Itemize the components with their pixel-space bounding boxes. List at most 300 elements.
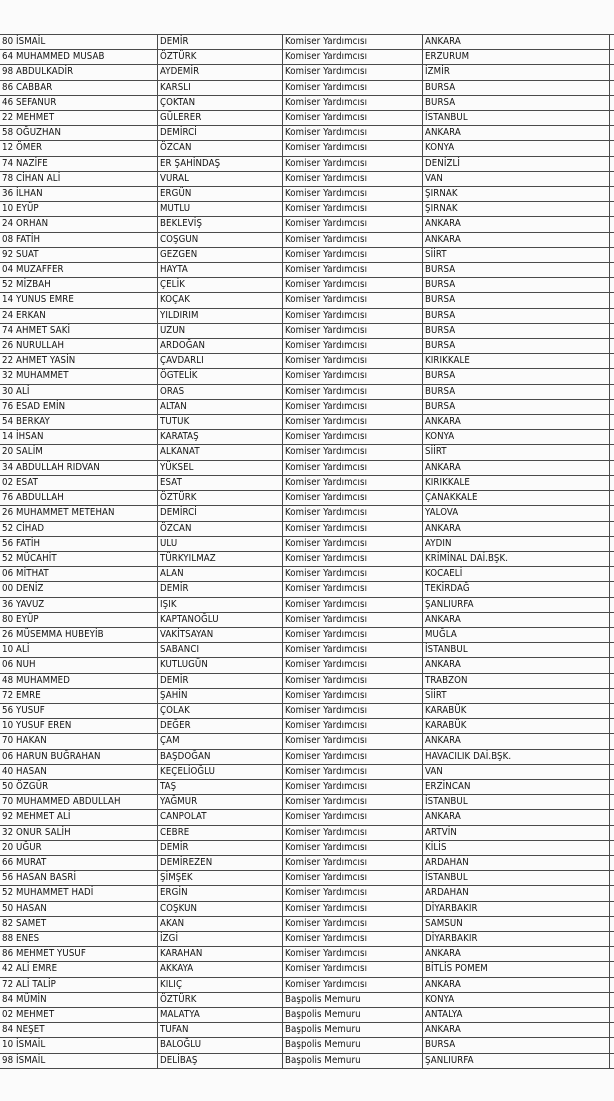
location-cell: MUĞLA — [423, 627, 610, 642]
empty-cell — [610, 779, 614, 794]
surname-cell: DELİBAŞ — [158, 1053, 283, 1068]
rank-cell: Komiser Yardımcısı — [283, 247, 423, 262]
name-cell: 80 İSMAİL — [0, 35, 158, 50]
name-cell: 04 MUZAFFER — [0, 263, 158, 278]
table-row — [0, 627, 614, 642]
location-cell: ŞIRNAK — [423, 202, 610, 217]
surname-cell: DEMİRCİ — [158, 506, 283, 521]
rank-cell: Komiser Yardımcısı — [283, 263, 423, 278]
empty-cell — [610, 354, 614, 369]
rank-cell: Komiser Yardımcısı — [283, 80, 423, 95]
location-cell: HAVACILIK DAİ.BŞK. — [423, 749, 610, 764]
table-row — [0, 749, 614, 764]
location-cell: ŞANLIURFA — [423, 597, 610, 612]
name-cell: 26 MÜSEMMA HUBEYİB — [0, 627, 158, 642]
table-row — [0, 825, 614, 840]
rank-cell: Komiser Yardımcısı — [283, 491, 423, 506]
surname-cell: ALAN — [158, 567, 283, 582]
surname-cell: ÇAVDARLI — [158, 354, 283, 369]
location-cell: DİYARBAKIR — [423, 931, 610, 946]
empty-cell — [610, 962, 614, 977]
surname-cell: ÖZTÜRK — [158, 491, 283, 506]
table-row — [0, 263, 614, 278]
rank-cell: Komiser Yardımcısı — [283, 445, 423, 460]
table-row — [0, 339, 614, 354]
surname-cell: TÜRKYILMAZ — [158, 551, 283, 566]
surname-cell: ORAS — [158, 384, 283, 399]
rank-cell: Komiser Yardımcısı — [283, 567, 423, 582]
table-row — [0, 719, 614, 734]
table-row — [0, 293, 614, 308]
empty-cell — [610, 475, 614, 490]
rank-cell: Komiser Yardımcısı — [283, 384, 423, 399]
surname-cell: BALOĞLU — [158, 1038, 283, 1053]
table-row — [0, 1038, 614, 1053]
surname-cell: DEMİR — [158, 582, 283, 597]
table-row — [0, 278, 614, 293]
name-cell: 50 ÖZGÜR — [0, 779, 158, 794]
name-cell: 24 ERKAN — [0, 308, 158, 323]
empty-cell — [610, 795, 614, 810]
rank-cell: Komiser Yardımcısı — [283, 688, 423, 703]
empty-cell — [610, 50, 614, 65]
surname-cell: ER ŞAHİNDAŞ — [158, 156, 283, 171]
surname-cell: VURAL — [158, 171, 283, 186]
empty-cell — [610, 931, 614, 946]
empty-cell — [610, 536, 614, 551]
rank-cell: Komiser Yardımcısı — [283, 536, 423, 551]
location-cell: KİLİS — [423, 840, 610, 855]
surname-cell: UZUN — [158, 323, 283, 338]
name-cell: 00 DENİZ — [0, 582, 158, 597]
empty-cell — [610, 399, 614, 414]
empty-cell — [610, 719, 614, 734]
rank-cell: Komiser Yardımcısı — [283, 475, 423, 490]
table-row — [0, 460, 614, 475]
name-cell: 26 MUHAMMET METEHAN — [0, 506, 158, 521]
table-row — [0, 323, 614, 338]
table-row — [0, 1053, 614, 1068]
empty-cell — [610, 582, 614, 597]
name-cell: 64 MUHAMMED MUSAB — [0, 50, 158, 65]
table-row — [0, 840, 614, 855]
location-cell: BURSA — [423, 399, 610, 414]
location-cell: İSTANBUL — [423, 871, 610, 886]
empty-cell — [610, 551, 614, 566]
location-cell: ANKARA — [423, 1023, 610, 1038]
empty-cell — [610, 263, 614, 278]
rank-cell: Komiser Yardımcısı — [283, 141, 423, 156]
empty-cell — [610, 734, 614, 749]
table-row — [0, 65, 614, 80]
name-cell: 10 EYÜP — [0, 202, 158, 217]
empty-cell — [610, 810, 614, 825]
name-cell: 20 SALİM — [0, 445, 158, 460]
rank-cell: Komiser Yardımcısı — [283, 703, 423, 718]
table-row — [0, 369, 614, 384]
name-cell: 88 ENES — [0, 931, 158, 946]
rank-cell: Komiser Yardımcısı — [283, 187, 423, 202]
surname-cell: TUFAN — [158, 1023, 283, 1038]
rank-cell: Komiser Yardımcısı — [283, 339, 423, 354]
table-row — [0, 703, 614, 718]
location-cell: İSTANBUL — [423, 643, 610, 658]
surname-cell: BAŞDOĞAN — [158, 749, 283, 764]
table-row — [0, 247, 614, 262]
name-cell: 06 NUH — [0, 658, 158, 673]
rank-cell: Başpolis Memuru — [283, 1053, 423, 1068]
table-row — [0, 475, 614, 490]
location-cell: TRABZON — [423, 673, 610, 688]
empty-cell — [610, 445, 614, 460]
name-cell: 56 HASAN BASRİ — [0, 871, 158, 886]
rank-cell: Komiser Yardımcısı — [283, 901, 423, 916]
rank-cell: Komiser Yardımcısı — [283, 202, 423, 217]
name-cell: 76 ESAD EMİN — [0, 399, 158, 414]
surname-cell: ÖGTELİK — [158, 369, 283, 384]
location-cell: İSTANBUL — [423, 795, 610, 810]
rank-cell: Komiser Yardımcısı — [283, 35, 423, 50]
name-cell: 66 MURAT — [0, 855, 158, 870]
empty-cell — [610, 278, 614, 293]
location-cell: ANKARA — [423, 460, 610, 475]
table-row — [0, 810, 614, 825]
surname-cell: COŞKUN — [158, 901, 283, 916]
empty-cell — [610, 1008, 614, 1023]
empty-cell — [610, 415, 614, 430]
rank-cell: Komiser Yardımcısı — [283, 886, 423, 901]
location-cell: ARDAHAN — [423, 855, 610, 870]
surname-cell: ULU — [158, 536, 283, 551]
empty-cell — [610, 111, 614, 126]
surname-cell: İZGİ — [158, 931, 283, 946]
rank-cell: Komiser Yardımcısı — [283, 65, 423, 80]
name-cell: 84 MÜMİN — [0, 992, 158, 1007]
empty-cell — [610, 323, 614, 338]
name-cell: 52 CİHAD — [0, 521, 158, 536]
surname-cell: ALTAN — [158, 399, 283, 414]
empty-cell — [610, 171, 614, 186]
surname-cell: YILDIRIM — [158, 308, 283, 323]
surname-cell: ÖZTÜRK — [158, 50, 283, 65]
table-row — [0, 779, 614, 794]
location-cell: AYDIN — [423, 536, 610, 551]
table-row — [0, 521, 614, 536]
table-row — [0, 536, 614, 551]
rank-cell: Komiser Yardımcısı — [283, 354, 423, 369]
table-row — [0, 217, 614, 232]
rank-cell: Komiser Yardımcısı — [283, 855, 423, 870]
table-row — [0, 764, 614, 779]
location-cell: KRİMİNAL DAİ.BŞK. — [423, 551, 610, 566]
rank-cell: Komiser Yardımcısı — [283, 217, 423, 232]
surname-cell: DEMİR — [158, 35, 283, 50]
empty-cell — [610, 977, 614, 992]
location-cell: ERZİNCAN — [423, 779, 610, 794]
name-cell: 76 ABDULLAH — [0, 491, 158, 506]
name-cell: 92 SUAT — [0, 247, 158, 262]
table-row — [0, 445, 614, 460]
table-row — [0, 916, 614, 931]
location-cell: DENİZLİ — [423, 156, 610, 171]
location-cell: KOCAELİ — [423, 567, 610, 582]
table-row — [0, 384, 614, 399]
table-row — [0, 886, 614, 901]
rank-cell: Komiser Yardımcısı — [283, 506, 423, 521]
rank-cell: Komiser Yardımcısı — [283, 977, 423, 992]
name-cell: 36 YAVUZ — [0, 597, 158, 612]
location-cell: BURSA — [423, 369, 610, 384]
location-cell: ANKARA — [423, 35, 610, 50]
personnel-table — [0, 34, 614, 1069]
empty-cell — [610, 992, 614, 1007]
rank-cell: Komiser Yardımcısı — [283, 825, 423, 840]
surname-cell: ERGİN — [158, 886, 283, 901]
table-row — [0, 673, 614, 688]
empty-cell — [610, 658, 614, 673]
location-cell: KARABÜK — [423, 719, 610, 734]
table-row — [0, 901, 614, 916]
name-cell: 32 ONUR SALİH — [0, 825, 158, 840]
surname-cell: ÇOKTAN — [158, 95, 283, 110]
table-row — [0, 141, 614, 156]
name-cell: 02 MEHMET — [0, 1008, 158, 1023]
table-row — [0, 95, 614, 110]
empty-cell — [610, 141, 614, 156]
name-cell: 22 AHMET YASİN — [0, 354, 158, 369]
surname-cell: CANPOLAT — [158, 810, 283, 825]
table-row — [0, 111, 614, 126]
surname-cell: KARSLI — [158, 80, 283, 95]
location-cell: ARTVİN — [423, 825, 610, 840]
surname-cell: IŞIK — [158, 597, 283, 612]
rank-cell: Komiser Yardımcısı — [283, 795, 423, 810]
name-cell: 40 HASAN — [0, 764, 158, 779]
location-cell: ARDAHAN — [423, 886, 610, 901]
name-cell: 98 İSMAİL — [0, 1053, 158, 1068]
location-cell: ANKARA — [423, 232, 610, 247]
rank-cell: Komiser Yardımcısı — [283, 111, 423, 126]
table-row — [0, 658, 614, 673]
empty-cell — [610, 688, 614, 703]
table-row — [0, 126, 614, 141]
table-row — [0, 354, 614, 369]
rank-cell: Komiser Yardımcısı — [283, 779, 423, 794]
name-cell: 36 İLHAN — [0, 187, 158, 202]
surname-cell: AKAN — [158, 916, 283, 931]
name-cell: 56 FATİH — [0, 536, 158, 551]
location-cell: BURSA — [423, 339, 610, 354]
empty-cell — [610, 247, 614, 262]
name-cell: 08 FATİH — [0, 232, 158, 247]
surname-cell: ŞİMŞEK — [158, 871, 283, 886]
name-cell: 72 EMRE — [0, 688, 158, 703]
name-cell: 34 ABDULLAH RIDVAN — [0, 460, 158, 475]
location-cell: ÇANAKKALE — [423, 491, 610, 506]
empty-cell — [610, 749, 614, 764]
location-cell: SİİRT — [423, 445, 610, 460]
name-cell: 06 HARUN BUĞRAHAN — [0, 749, 158, 764]
rank-cell: Komiser Yardımcısı — [283, 871, 423, 886]
empty-cell — [610, 126, 614, 141]
name-cell: 48 MUHAMMED — [0, 673, 158, 688]
surname-cell: DEĞER — [158, 719, 283, 734]
rank-cell: Komiser Yardımcısı — [283, 719, 423, 734]
location-cell: KONYA — [423, 141, 610, 156]
name-cell: 52 MİZBAH — [0, 278, 158, 293]
rank-cell: Komiser Yardımcısı — [283, 764, 423, 779]
location-cell: KONYA — [423, 430, 610, 445]
name-cell: 72 ALİ TALİP — [0, 977, 158, 992]
empty-cell — [610, 901, 614, 916]
location-cell: ANKARA — [423, 658, 610, 673]
surname-cell: CEBRE — [158, 825, 283, 840]
empty-cell — [610, 491, 614, 506]
rank-cell: Komiser Yardımcısı — [283, 810, 423, 825]
rank-cell: Komiser Yardımcısı — [283, 643, 423, 658]
table-row — [0, 855, 614, 870]
surname-cell: ÖZCAN — [158, 141, 283, 156]
location-cell: ANKARA — [423, 415, 610, 430]
empty-cell — [610, 202, 614, 217]
surname-cell: COŞGUN — [158, 232, 283, 247]
location-cell: BURSA — [423, 95, 610, 110]
name-cell: 30 ALİ — [0, 384, 158, 399]
location-cell: BURSA — [423, 80, 610, 95]
name-cell: 10 YUSUF EREN — [0, 719, 158, 734]
rank-cell: Komiser Yardımcısı — [283, 521, 423, 536]
location-cell: İZMİR — [423, 65, 610, 80]
surname-cell: YAĞMUR — [158, 795, 283, 810]
surname-cell: ESAT — [158, 475, 283, 490]
table-row — [0, 202, 614, 217]
location-cell: BURSA — [423, 293, 610, 308]
surname-cell: KARATAŞ — [158, 430, 283, 445]
name-cell: 86 MEHMET YUSUF — [0, 947, 158, 962]
empty-cell — [610, 460, 614, 475]
empty-cell — [610, 825, 614, 840]
name-cell: 78 CİHAN ALİ — [0, 171, 158, 186]
name-cell: 02 ESAT — [0, 475, 158, 490]
location-cell: ŞIRNAK — [423, 187, 610, 202]
empty-cell — [610, 1053, 614, 1068]
empty-cell — [610, 65, 614, 80]
table-row — [0, 1008, 614, 1023]
surname-cell: KARAHAN — [158, 947, 283, 962]
surname-cell: MALATYA — [158, 1008, 283, 1023]
surname-cell: TAŞ — [158, 779, 283, 794]
surname-cell: TUTUK — [158, 415, 283, 430]
empty-cell — [610, 916, 614, 931]
empty-cell — [610, 384, 614, 399]
table-row — [0, 795, 614, 810]
empty-cell — [610, 308, 614, 323]
empty-cell — [610, 597, 614, 612]
empty-cell — [610, 855, 614, 870]
rank-cell: Başpolis Memuru — [283, 1008, 423, 1023]
surname-cell: ERGÜN — [158, 187, 283, 202]
rank-cell: Komiser Yardımcısı — [283, 323, 423, 338]
empty-cell — [610, 232, 614, 247]
rank-cell: Komiser Yardımcısı — [283, 931, 423, 946]
name-cell: 70 HAKAN — [0, 734, 158, 749]
table-row — [0, 567, 614, 582]
rank-cell: Komiser Yardımcısı — [283, 293, 423, 308]
location-cell: KARABÜK — [423, 703, 610, 718]
empty-cell — [610, 35, 614, 50]
table-row — [0, 582, 614, 597]
table-row — [0, 931, 614, 946]
empty-cell — [610, 886, 614, 901]
rank-cell: Başpolis Memuru — [283, 992, 423, 1007]
table-row — [0, 612, 614, 627]
location-cell: TEKİRDAĞ — [423, 582, 610, 597]
empty-cell — [610, 506, 614, 521]
location-cell: ŞANLIURFA — [423, 1053, 610, 1068]
rank-cell: Komiser Yardımcısı — [283, 612, 423, 627]
name-cell: 24 ORHAN — [0, 217, 158, 232]
surname-cell: AKKAYA — [158, 962, 283, 977]
rank-cell: Komiser Yardımcısı — [283, 308, 423, 323]
location-cell: KIRIKKALE — [423, 354, 610, 369]
empty-cell — [610, 95, 614, 110]
surname-cell: ALKANAT — [158, 445, 283, 460]
name-cell: 80 EYÜP — [0, 612, 158, 627]
location-cell: ANKARA — [423, 734, 610, 749]
table-row — [0, 399, 614, 414]
table-row — [0, 947, 614, 962]
table-row — [0, 992, 614, 1007]
rank-cell: Komiser Yardımcısı — [283, 430, 423, 445]
surname-cell: KEÇELİOĞLU — [158, 764, 283, 779]
surname-cell: DEMİR — [158, 840, 283, 855]
empty-cell — [610, 764, 614, 779]
table-row — [0, 491, 614, 506]
surname-cell: GEZGEN — [158, 247, 283, 262]
empty-cell — [610, 521, 614, 536]
table-row — [0, 688, 614, 703]
name-cell: 14 YUNUS EMRE — [0, 293, 158, 308]
name-cell: 12 ÖMER — [0, 141, 158, 156]
location-cell: ANKARA — [423, 977, 610, 992]
name-cell: 84 NEŞET — [0, 1023, 158, 1038]
rank-cell: Başpolis Memuru — [283, 1038, 423, 1053]
empty-cell — [610, 187, 614, 202]
name-cell: 54 BERKAY — [0, 415, 158, 430]
table-row — [0, 962, 614, 977]
location-cell: ERZURUM — [423, 50, 610, 65]
location-cell: BURSA — [423, 1038, 610, 1053]
location-cell: BURSA — [423, 384, 610, 399]
rank-cell: Komiser Yardımcısı — [283, 369, 423, 384]
rank-cell: Başpolis Memuru — [283, 1023, 423, 1038]
surname-cell: ÖZCAN — [158, 521, 283, 536]
surname-cell: ÇAM — [158, 734, 283, 749]
name-cell: 86 CABBAR — [0, 80, 158, 95]
surname-cell: GÜLERER — [158, 111, 283, 126]
location-cell: İSTANBUL — [423, 111, 610, 126]
empty-cell — [610, 673, 614, 688]
empty-cell — [610, 339, 614, 354]
surname-cell: ARDOĞAN — [158, 339, 283, 354]
surname-cell: DEMİREZEN — [158, 855, 283, 870]
empty-cell — [610, 80, 614, 95]
empty-cell — [610, 627, 614, 642]
name-cell: 70 MUHAMMED ABDULLAH — [0, 795, 158, 810]
rank-cell: Komiser Yardımcısı — [283, 50, 423, 65]
surname-cell: ÇELİK — [158, 278, 283, 293]
name-cell: 06 MİTHAT — [0, 567, 158, 582]
